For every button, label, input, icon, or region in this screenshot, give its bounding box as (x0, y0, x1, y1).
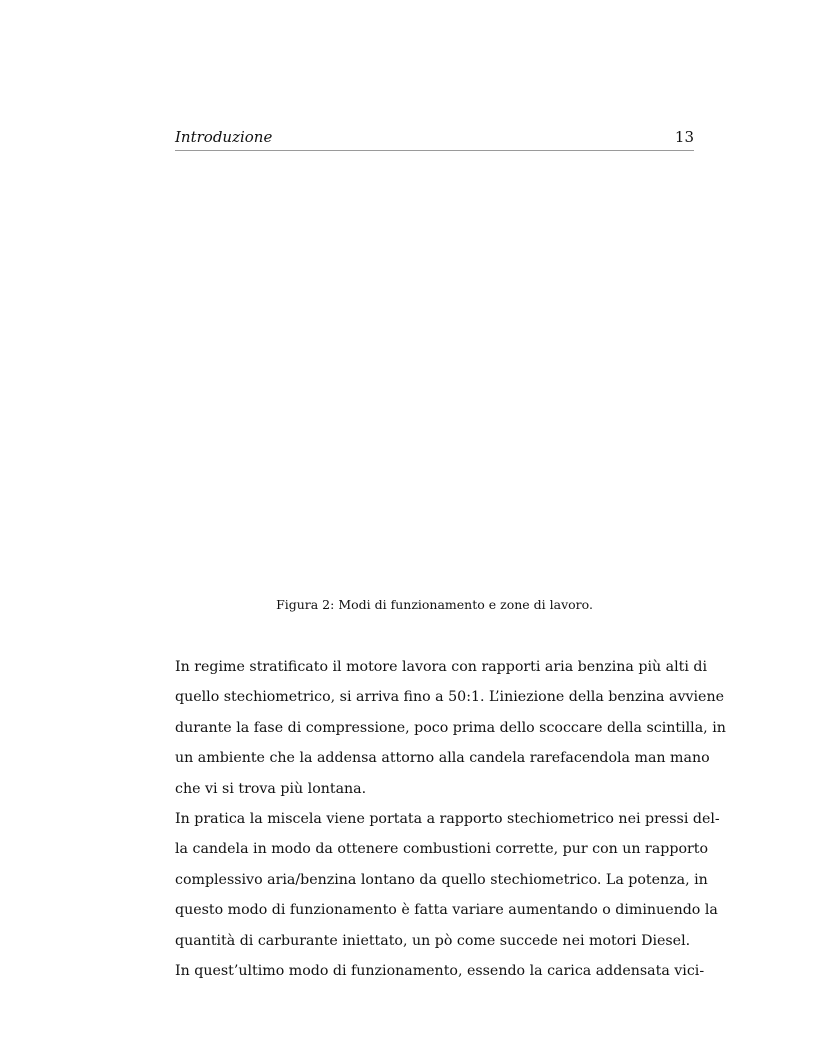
text-line: che vi si trova più lontana. (175, 780, 367, 797)
running-header (175, 126, 694, 151)
chapter-title: Introduzione (175, 128, 273, 146)
figure-caption: Figura 2: Modi di funzionamento e zone di lavoro. (276, 597, 593, 612)
body-paragraphs (175, 655, 726, 989)
text-line: In quest’ultimo modo di funzionamento, essendo la carica addensata vici- (175, 962, 705, 979)
text-line: durante la fase di compressione, poco prima dello scoccare della scintilla, in (175, 719, 726, 736)
text-line: questo modo di funzionamento è fatta variare aumentando o diminuendo la (175, 902, 718, 919)
text-line: In pratica la miscela viene portata a rapporto stechiometrico nei pressi del- (175, 810, 720, 827)
page-number: 13 (674, 128, 694, 146)
text-line: quello stechiometrico, si arriva fino a 50:1. L’iniezione della benzina avviene (175, 689, 724, 706)
text-line: la candela in modo da ottenere combustioni corrette, pur con un rapporto (175, 841, 709, 858)
text-line: complessivo aria/benzina lontano da quello stechiometrico. La potenza, in (175, 871, 708, 888)
figure-placeholder (175, 165, 694, 585)
text-line: quantità di carburante iniettato, un pò come succede nei motori Diesel. (175, 932, 691, 949)
text-line: un ambiente che la addensa attorno alla candela rarefacendola man mano (175, 750, 710, 767)
text-line: In regime stratificato il motore lavora con rapporti aria benzina più alti di (175, 659, 708, 675)
